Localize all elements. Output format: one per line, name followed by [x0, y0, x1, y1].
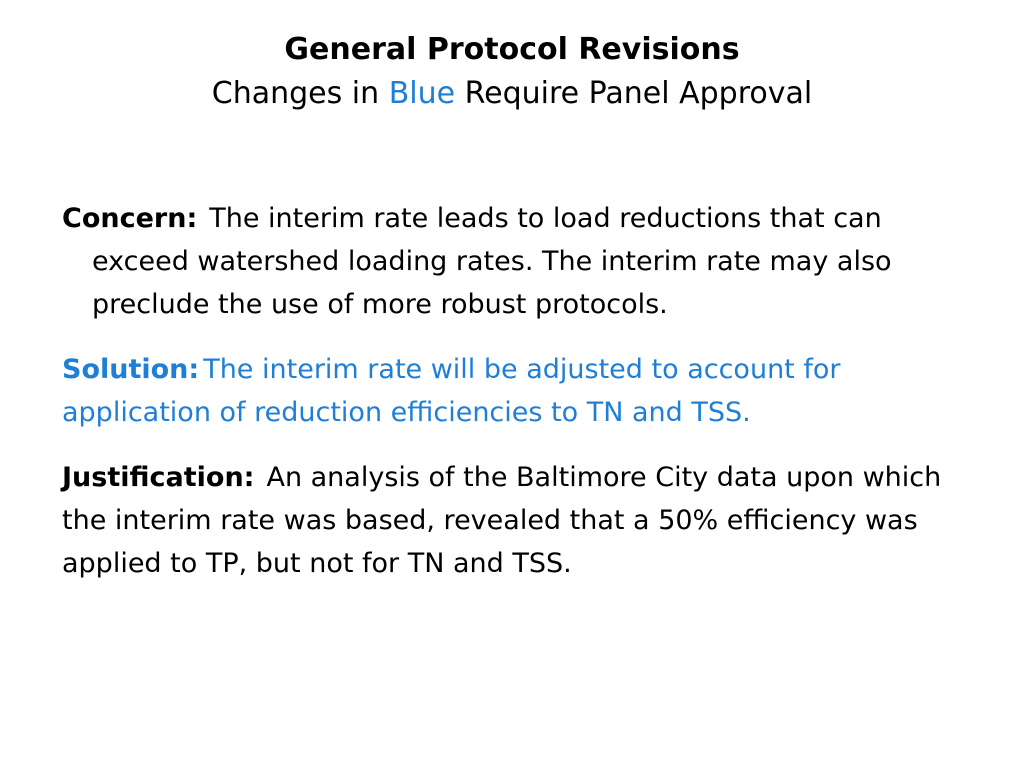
solution-label: Solution:: [62, 354, 200, 385]
solution-paragraph: [62, 348, 972, 434]
solution-text: The interim rate will be adjusted to account for application of reduction efficiencies to TN and TSS.: [62, 354, 841, 428]
subtitle-prefix: Changes in: [211, 76, 389, 111]
title-block: [0, 28, 1024, 116]
concern-label: Concern:: [62, 203, 198, 234]
slide-subtitle: [0, 72, 1024, 116]
subtitle-suffix: Require Panel Approval: [455, 76, 813, 111]
justification-paragraph: [62, 456, 972, 585]
concern-text: The interim rate leads to load reductions that can exceed watershed loading rates. The interim rate may also preclude the use of more robust protocols.: [92, 203, 892, 320]
justification-label: Justification:: [62, 462, 255, 493]
subtitle-blue-word: Blue: [388, 76, 456, 111]
concern-paragraph: [62, 197, 972, 326]
justification-text: An analysis of the Baltimore City data upon which the interim rate was based, revealed that a 50% efficiency was applied to TP, but not for TN and TSS.: [62, 462, 942, 579]
slide-body: [62, 197, 972, 607]
slide-title: General Protocol Revisions: [284, 32, 740, 67]
